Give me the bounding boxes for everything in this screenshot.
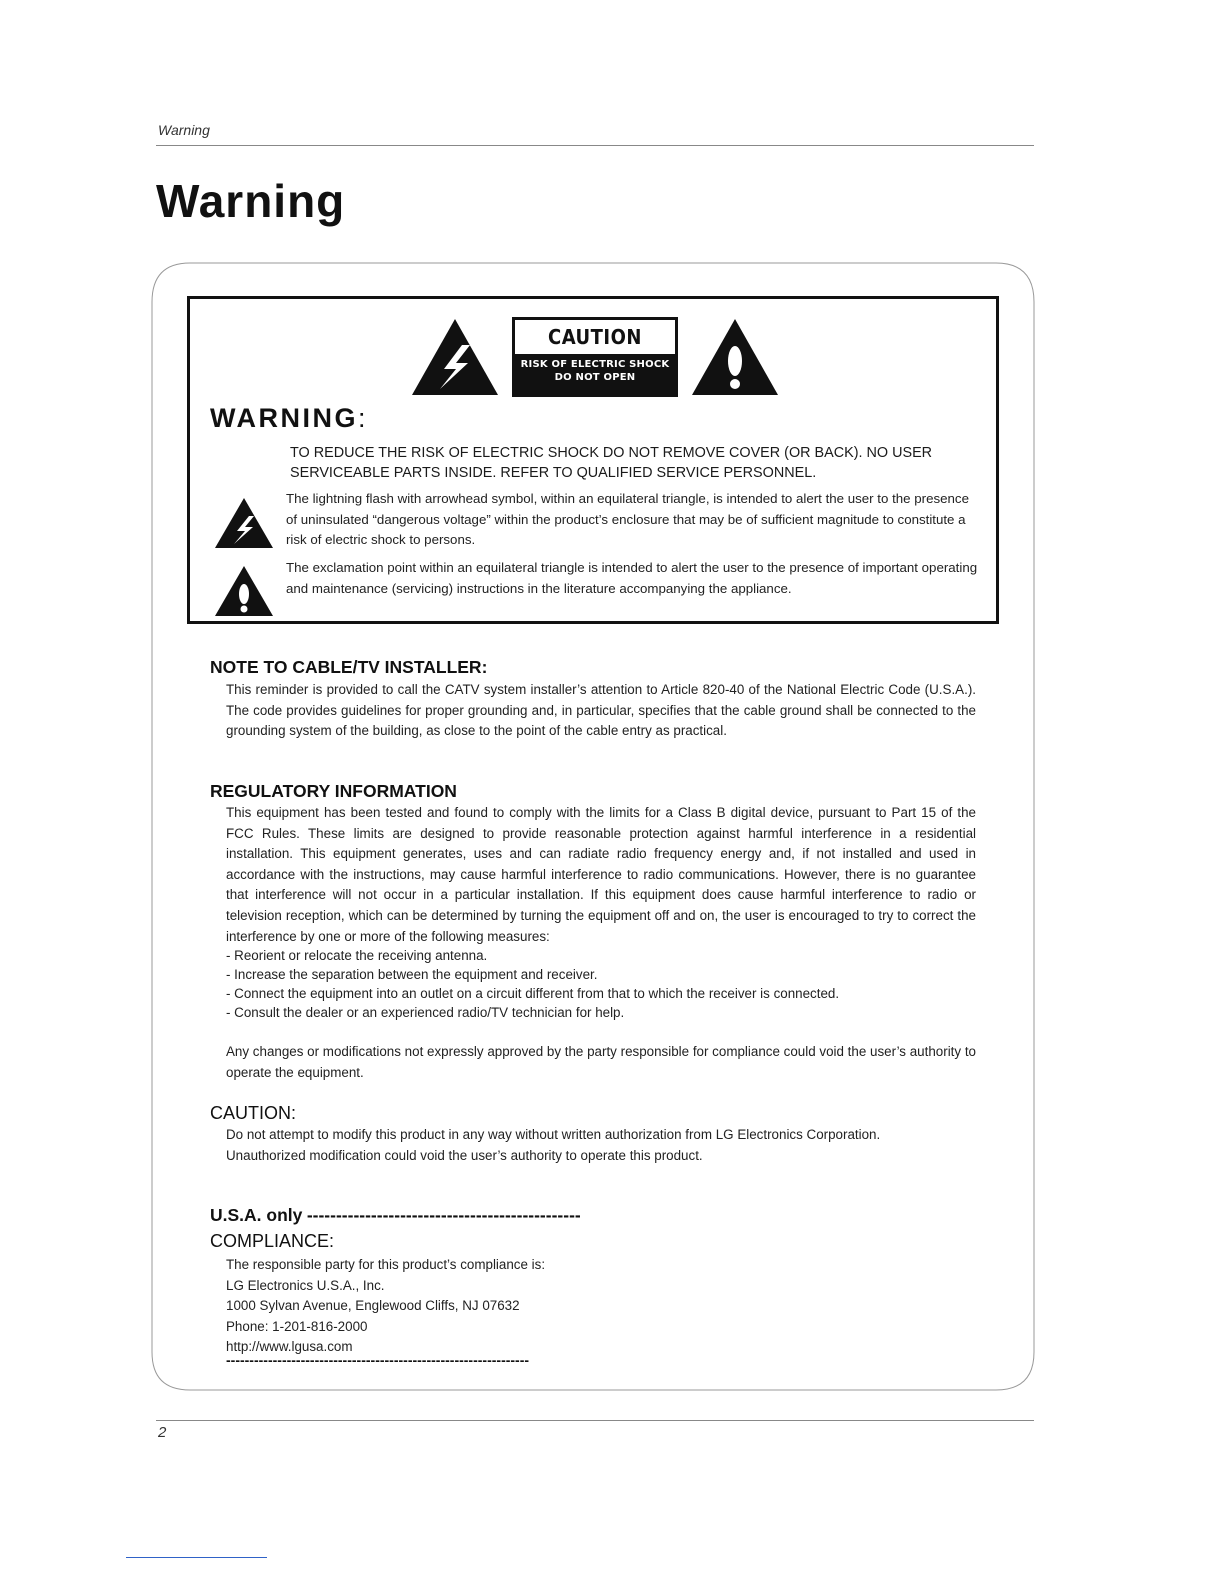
caution-sign-line1: RISK OF ELECTRIC SHOCK <box>520 359 670 370</box>
compliance-block <box>226 1255 826 1358</box>
header-rule <box>156 145 1034 146</box>
warning-heading-text: WARNING <box>210 403 358 433</box>
page-title: Warning <box>156 175 346 227</box>
compliance-line: LG Electronics U.S.A., Inc. <box>226 1277 385 1293</box>
caution-line: Unauthorized modification could void the user’s authority to operate this product. <box>226 1147 703 1163</box>
lightning-warning-icon <box>410 317 500 397</box>
footer-rule <box>156 1420 1034 1421</box>
usa-only-heading <box>210 1205 581 1226</box>
compliance-line: 1000 Sylvan Avenue, Englewood Cliffs, NJ 07632 <box>226 1298 520 1314</box>
caution-sign <box>512 317 678 397</box>
caution-text <box>226 1125 986 1166</box>
measure-item: - Consult the dealer or an experienced radio/TV technician for help. <box>226 1005 625 1020</box>
lightning-small-icon <box>214 497 274 549</box>
measure-item: - Increase the separation between the equipment and receiver. <box>226 967 598 982</box>
installer-note-heading: NOTE TO CABLE/TV INSTALLER: <box>210 657 488 677</box>
caution-line: Do not attempt to modify this product in any way without written authorization from LG Electronics Corporation. <box>226 1127 881 1142</box>
changes-text: Any changes or modifications not expressly approved by the party responsible for compliance could void the user’s authority to operate the equipment. <box>226 1044 976 1080</box>
compliance-dashes-bottom: ----------------------------------------------------------------- <box>226 1352 530 1368</box>
lightning-explanation: The lightning flash with arrowhead symbol, within an equilateral triangle, is intended to alert the user to the presence of uninsulated “dangerous voltage” within the product’s enclosure that may be of sufficient magnitude to constitute a risk of electric shock to persons. <box>286 491 969 547</box>
compliance-heading: COMPLIANCE: <box>210 1231 335 1251</box>
exclamation-explanation: The exclamation point within an equilateral triangle is intended to alert the user to the presence of important operating and maintenance (servicing) instructions in the literature accompanying the appliance. <box>286 560 978 596</box>
regulatory-measures <box>226 946 986 1022</box>
warning-statement: TO REDUCE THE RISK OF ELECTRIC SHOCK DO NOT REMOVE COVER (OR BACK). NO USER SERVICEABLE PARTS INSIDE. REFER TO QUALIFIED SERVICE PERSONNEL. <box>290 445 933 481</box>
usa-only-title: U.S.A. only <box>210 1205 303 1225</box>
installer-note-text: This reminder is provided to call the CATV system installer’s attention to Article 820-40 of the National Electric Code (U.S.A.). The code provides guidelines for proper grounding and, in particular, specifies that the cable ground shall be connected to the grounding system of the building, as close to the point of the cable entry as practical. <box>226 682 976 739</box>
regulatory-text: This equipment has been tested and found to comply with the limits for a Class B digital device, pursuant to Part 15 of the FCC Rules. These limits are designed to provide reasonable protection against harmful interference in a residential installation. This equipment generates, uses and can radiate radio frequency energy and, if not installed and used in accordance with the instructions, may cause harmful interference to radio communications. However, there is no guarantee that interference will not occur in a particular installation. If this equipment does cause harmful interference to radio or television reception, which can be determined by turning the equipment off and on, the user is encouraged to try to correct the interference by one or more of the following measures: <box>226 805 976 944</box>
regulatory-heading: REGULATORY INFORMATION <box>210 781 457 801</box>
usa-only-dashes: ----------------------------------------------- <box>306 1205 581 1225</box>
caution-sign-line2: DO NOT OPEN <box>554 372 636 383</box>
warning-heading-colon: : <box>358 403 369 433</box>
warning-heading <box>210 403 368 434</box>
exclamation-warning-icon <box>690 317 780 397</box>
warning-box <box>187 296 999 624</box>
compliance-url: http://www.lgusa.com <box>226 1339 353 1355</box>
page-number: 2 <box>158 1424 167 1441</box>
measure-item: - Reorient or relocate the receiving antenna. <box>226 948 488 963</box>
measure-item: - Connect the equipment into an outlet on a circuit different from that to which the receiver is connected. <box>226 986 840 1001</box>
exclamation-small-icon <box>214 565 274 617</box>
compliance-line: Phone: 1-201-816-2000 <box>226 1318 368 1334</box>
compliance-line: The responsible party for this product’s compliance is: <box>226 1257 546 1272</box>
scan-edge-line <box>126 1557 267 1558</box>
running-header: Warning <box>158 122 210 138</box>
caution-heading: CAUTION: <box>210 1103 297 1123</box>
caution-sign-title: CAUTION <box>515 320 675 354</box>
